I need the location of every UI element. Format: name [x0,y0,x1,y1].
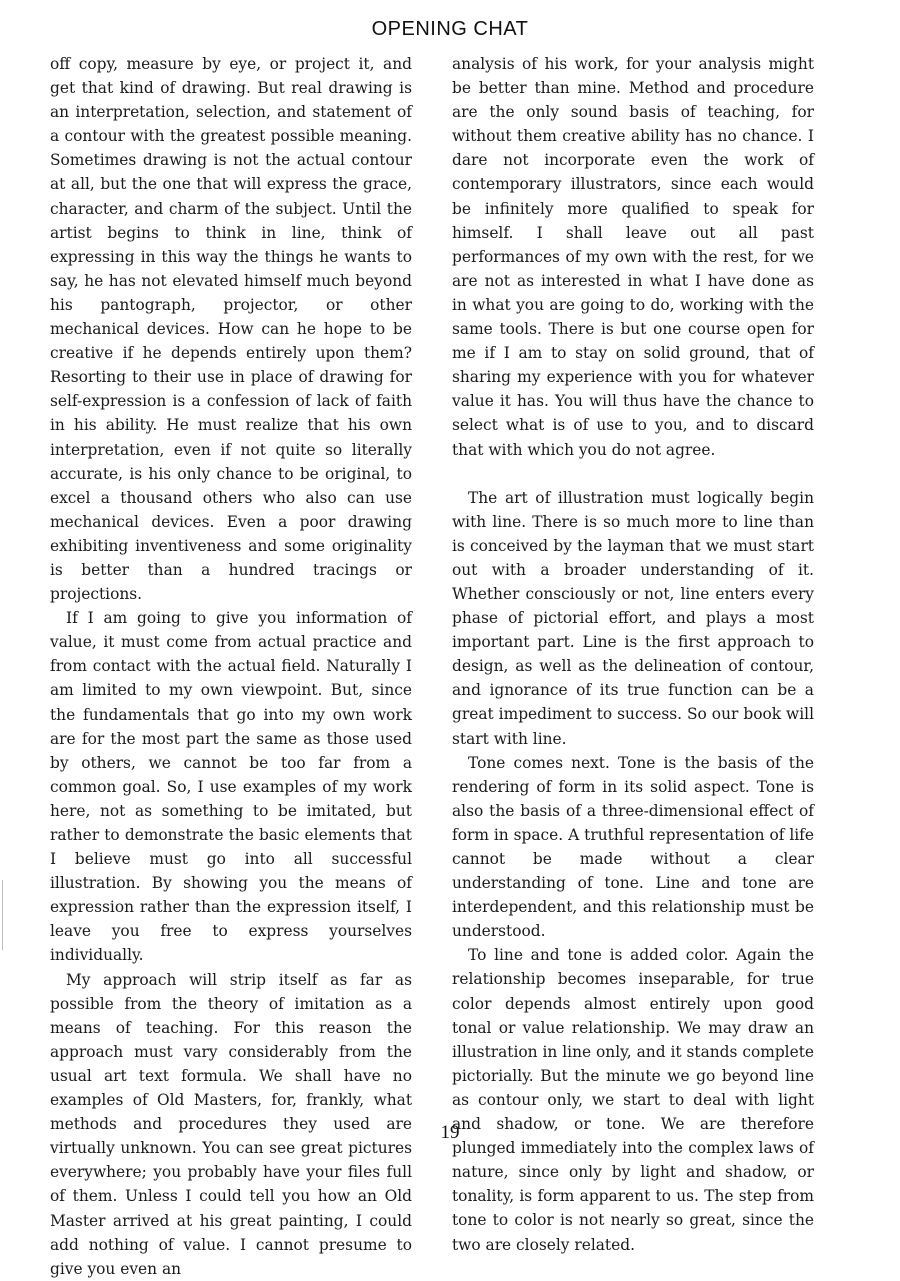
right-column [452,52,814,1257]
page-number: 19 [440,1122,460,1143]
paragraph: analysis of his work, for your analysis might be better than mine. Method and procedure are the only sound basis of teaching, for without them creative ability has no chance. I dare not incorporate even the work of contemporary illustrators, since each would be infinitely more qualified to speak for himself. I shall leave out all past performances of my own with the rest, for we are not as interested in what I have done as in what you are going to do, working with the same tools. There is but one course open for me if I am to stay on solid ground, that of sharing my experience with you for whatever value it has. You will thus have the chance to select what is of use to you, and to discard that with which you do not agree. [452,55,814,459]
paragraph: The art of illustration must logically begin with line. There is so much more to line than is conceived by the layman that we must start out with a broader understanding of it. Whether consciously or not, line enters every phase of pictorial effort, and plays a most important part. Line is the first approach to design, as well as the delineation of contour, and ignorance of its true function can be a great impediment to success. So our book will start with line. [452,488,814,748]
scan-edge-mark [2,880,3,950]
paragraph: Tone comes next. Tone is the basis of the rendering of form in its solid aspect. Tone is also the basis of a three-dimensional effect of form in space. A truthful representation of life cannot be made without a clear understanding of tone. Line and tone are interdependent, and this relationship must be understood. [452,753,814,941]
paragraph: off copy, measure by eye, or project it, and get that kind of drawing. But real drawing is an interpretation, selection, and statement of a contour with the greatest possible meaning. Sometimes drawing is not the actual contour at all, but the one that will express the grace, character, and charm of the subject. Until the artist begins to think in line, think of expressing in this way the things he wants to say, he has not elevated himself much beyond his pantograph, projector, or other mechanical devices. How can he hope to be creative if he depends entirely upon them? Resorting to their use in place of drawing for self-expression is a confession of lack of faith in his ability. He must realize that his own interpretation, even if not quite so literally accurate, is his only chance to be original, to excel a thousand others who also can use mechanical devices. Even a poor drawing exhibiting inventiveness and some originality is better than a hundred tracings or projections. [50,55,412,604]
left-column [50,52,412,1281]
paragraph: My approach will strip itself as far as possible from the theory of imitation as a means of teaching. For this reason the approach must vary considerably from the usual art text formula. We shall have no examples of Old Masters, for, frankly, what methods and procedures they used are virtually unknown. You can see great pictures everywhere; you probably have your files full of them. Unless I could tell you how an Old Master arrived at his great painting, I could add nothing of value. I cannot presume to give you even an [50,970,412,1278]
running-head: OPENING CHAT [371,18,529,40]
paragraph: If I am going to give you information of value, it must come from actual practice and from contact with the actual field. Naturally I am limited to my own viewpoint. But, since the fundamentals that go into my own work are for the most part the same as those used by others, we cannot be too far from a common goal. So, I use examples of my work here, not as something to be imitated, but rather to demonstrate the basic elements that I believe must go into all successful illustration. By showing you the means of expression rather than the expression itself, I leave you free to express yourselves individually. [50,609,412,965]
paragraph: To line and tone is added color. Again the relationship becomes inseparable, for true color depends almost entirely upon good tonal or value relationship. We may draw an illustration in line only, and it stands complete pictorially. But the minute we go beyond line as contour only, we start to deal with light and shadow, or tone. We are therefore plunged immediately into the complex laws of nature, since only by light and shadow, or tonality, is form apparent to us. The step from tone to color is not nearly so great, since the two are closely related. [452,946,814,1254]
